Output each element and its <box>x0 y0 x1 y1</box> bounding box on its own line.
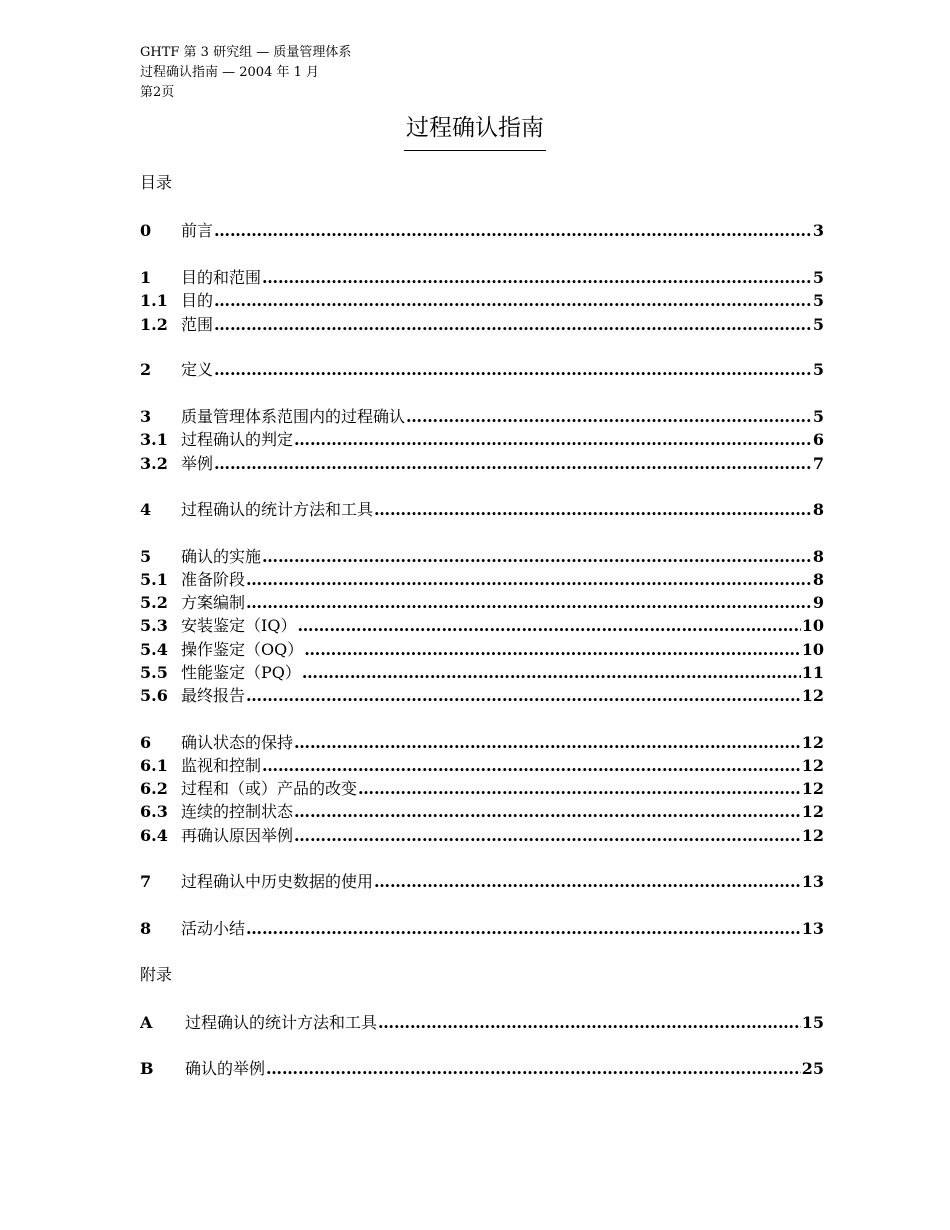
toc-entry <box>140 918 824 940</box>
dot-leader <box>374 871 801 893</box>
entry-page-number: 8 <box>812 547 824 566</box>
entry-title: 方案编制 <box>181 593 246 612</box>
entry-title: 性能鉴定（PQ） <box>181 663 301 682</box>
entry-title: 质量管理体系范围内的过程确认 <box>181 407 406 426</box>
dot-leader <box>294 825 801 847</box>
entry-number: 6.3 <box>140 802 168 821</box>
dot-leader <box>266 1058 801 1080</box>
document-title: 过程确认指南 <box>404 112 546 151</box>
entry-title: 操作鉴定（OQ） <box>181 640 304 659</box>
page-header <box>140 43 351 103</box>
toc-entry <box>140 801 824 823</box>
toc-entry <box>140 825 824 847</box>
header-line-2: 过程确认指南 — 2004 年 1 月 <box>140 65 320 80</box>
dot-leader <box>262 546 812 568</box>
dot-leader <box>246 685 801 707</box>
entry-page-number: 12 <box>801 756 824 775</box>
entry-number: 5.1 <box>140 570 168 589</box>
entry-number: 3 <box>140 407 152 426</box>
entry-number: 8 <box>140 919 152 938</box>
entry-number: 3.2 <box>140 454 168 473</box>
entry-page-number: 12 <box>801 826 824 845</box>
entry-title: 目的 <box>181 291 214 310</box>
entry-page-number: 15 <box>801 1013 824 1032</box>
entry-number: 4 <box>140 500 152 519</box>
entry-page-number: 5 <box>812 407 824 426</box>
entry-title: 范围 <box>181 315 214 334</box>
entry-number: 5.3 <box>140 616 168 635</box>
dot-leader <box>302 662 801 684</box>
entry-page-number: 7 <box>812 454 824 473</box>
entry-title: 确认的举例 <box>185 1059 266 1078</box>
entry-number: 5.6 <box>140 686 168 705</box>
entry-page-number: 3 <box>812 221 824 240</box>
entry-title: 过程确认的判定 <box>181 430 294 449</box>
toc-entry <box>140 732 824 754</box>
toc-entry <box>140 569 824 591</box>
entry-page-number: 8 <box>812 500 824 519</box>
dot-leader <box>374 499 812 521</box>
dot-leader <box>297 615 800 637</box>
dot-leader <box>262 267 812 289</box>
entry-page-number: 5 <box>812 315 824 334</box>
entry-page-number: 10 <box>801 616 824 635</box>
dot-leader <box>214 220 812 242</box>
entry-page-number: 5 <box>812 268 824 287</box>
dot-leader <box>262 755 801 777</box>
dot-leader <box>294 429 812 451</box>
toc-entry <box>140 453 824 475</box>
toc-entry <box>140 220 824 242</box>
header-line-1: GHTF 第 3 研究组 — 质量管理体系 <box>140 45 352 60</box>
dot-leader <box>214 314 812 336</box>
toc-entry <box>140 290 824 312</box>
dot-leader <box>246 592 812 614</box>
toc-entry <box>140 662 824 684</box>
entry-number: 5.4 <box>140 640 168 659</box>
toc-entry <box>140 359 824 381</box>
entry-page-number: 12 <box>801 733 824 752</box>
toc-entry <box>140 499 824 521</box>
entry-title: 确认的实施 <box>181 547 262 566</box>
toc-entry <box>140 685 824 707</box>
entry-title: 定义 <box>181 360 214 379</box>
entry-title: 前言 <box>181 221 214 240</box>
entry-number: 5.5 <box>140 663 168 682</box>
dot-leader <box>246 918 801 940</box>
entry-number: 2 <box>140 360 152 379</box>
entry-page-number: 5 <box>812 291 824 310</box>
toc-entry <box>140 639 824 661</box>
entry-page-number: 8 <box>812 570 824 589</box>
entry-page-number: 6 <box>812 430 824 449</box>
entry-number: 7 <box>140 872 152 891</box>
dot-leader <box>378 1012 801 1034</box>
document-title-block <box>0 112 950 151</box>
toc-entry <box>140 546 824 568</box>
entry-title: 再确认原因举例 <box>181 826 294 845</box>
dot-leader <box>294 732 801 754</box>
entry-title: 过程确认的统计方法和工具 <box>181 500 374 519</box>
entry-page-number: 10 <box>801 640 824 659</box>
dot-leader <box>294 801 801 823</box>
toc-entry <box>140 755 824 777</box>
entry-page-number: 12 <box>801 779 824 798</box>
entry-title: 举例 <box>181 454 214 473</box>
entry-title: 活动小结 <box>181 919 246 938</box>
entry-number: 5 <box>140 547 152 566</box>
entry-title: 过程确认的统计方法和工具 <box>185 1013 378 1032</box>
toc-entry <box>140 592 824 614</box>
entry-title: 目的和范围 <box>181 268 262 287</box>
entry-title: 连续的控制状态 <box>181 802 294 821</box>
entry-page-number: 25 <box>801 1059 824 1078</box>
entry-number: 1.1 <box>140 291 168 310</box>
appendix-heading: 附录 <box>140 965 173 984</box>
entry-number: A <box>140 1013 153 1032</box>
appendix-entry <box>140 1012 824 1034</box>
appendix-entry <box>140 1058 824 1080</box>
entry-number: 0 <box>140 221 152 240</box>
dot-leader <box>406 406 812 428</box>
toc-entry <box>140 267 824 289</box>
toc-entry <box>140 429 824 451</box>
entry-number: 1 <box>140 268 152 287</box>
entry-number: 6 <box>140 733 152 752</box>
entry-page-number: 5 <box>812 360 824 379</box>
entry-title: 过程确认中历史数据的使用 <box>181 872 374 891</box>
entry-title: 确认状态的保持 <box>181 733 294 752</box>
header-line-3: 第2页 <box>140 85 175 100</box>
entry-page-number: 12 <box>801 802 824 821</box>
toc-entry <box>140 615 824 637</box>
entry-page-number: 12 <box>801 686 824 705</box>
entry-number: 6.2 <box>140 779 168 798</box>
dot-leader <box>214 453 812 475</box>
contents-heading: 目录 <box>140 173 173 192</box>
toc-entry <box>140 406 824 428</box>
toc-entry <box>140 871 824 893</box>
entry-page-number: 13 <box>801 919 824 938</box>
entry-title: 过程和（或）产品的改变 <box>181 779 358 798</box>
dot-leader <box>214 290 812 312</box>
entry-number: 3.1 <box>140 430 168 449</box>
entry-title: 监视和控制 <box>181 756 262 775</box>
dot-leader <box>214 359 812 381</box>
entry-page-number: 9 <box>812 593 824 612</box>
entry-number: B <box>140 1059 154 1078</box>
entry-title: 安装鉴定（IQ） <box>181 616 297 635</box>
entry-number: 1.2 <box>140 315 168 334</box>
entry-title: 准备阶段 <box>181 570 246 589</box>
dot-leader <box>358 778 801 800</box>
dot-leader <box>304 639 800 661</box>
entry-title: 最终报告 <box>181 686 246 705</box>
entry-number: 5.2 <box>140 593 168 612</box>
entry-page-number: 13 <box>801 872 824 891</box>
toc-entry <box>140 778 824 800</box>
dot-leader <box>246 569 812 591</box>
entry-page-number: 11 <box>801 663 824 682</box>
entry-number: 6.1 <box>140 756 168 775</box>
toc-entry <box>140 314 824 336</box>
entry-number: 6.4 <box>140 826 168 845</box>
